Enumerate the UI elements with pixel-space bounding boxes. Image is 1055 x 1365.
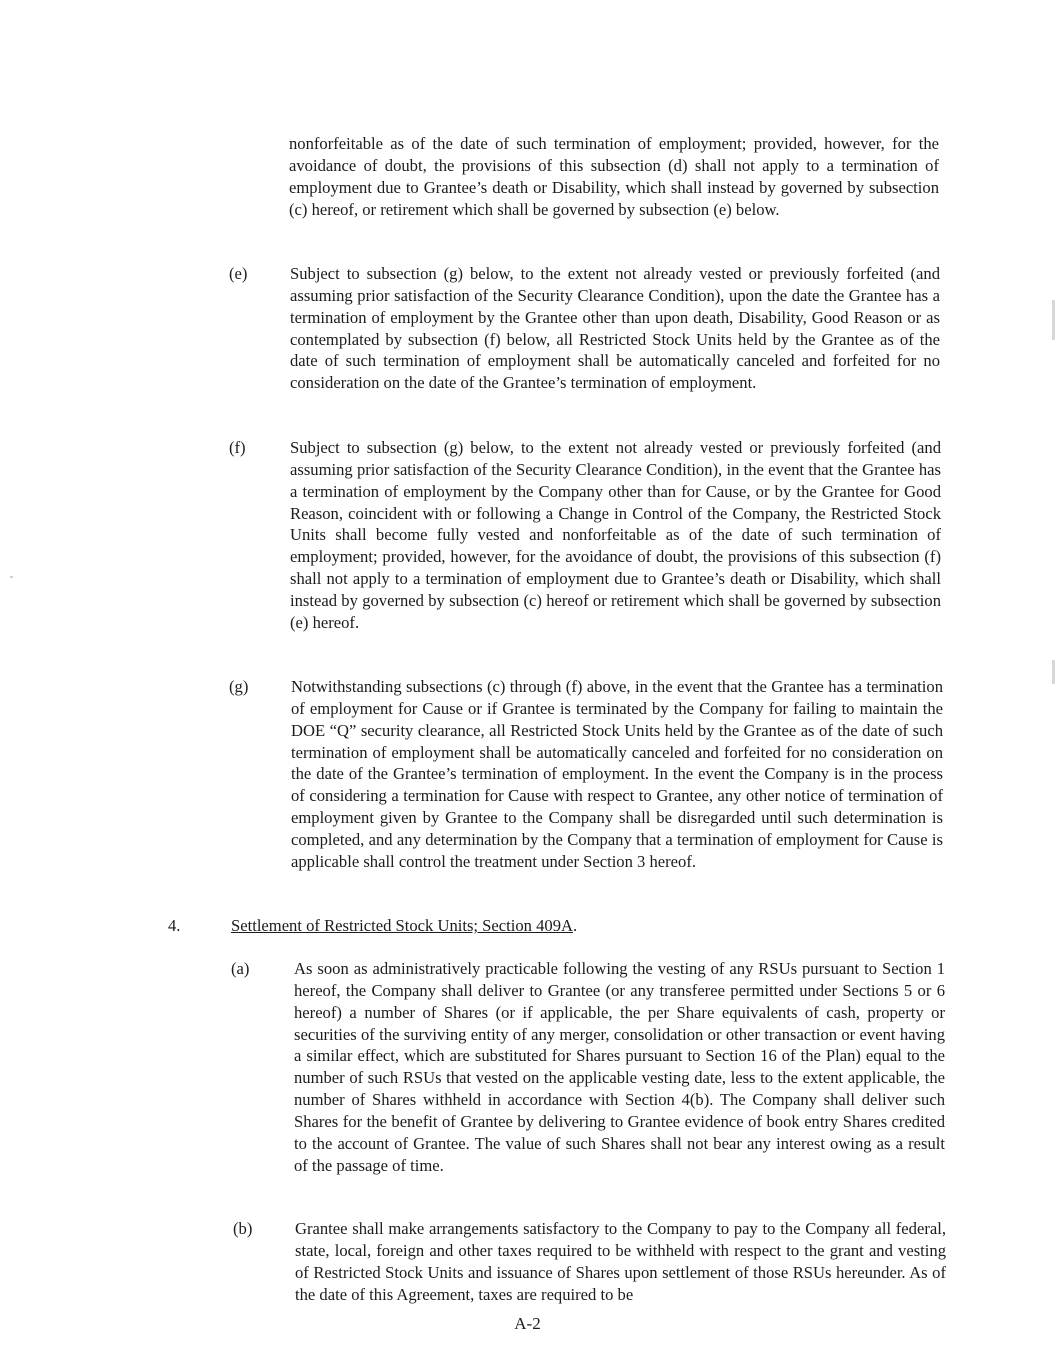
section-4-title-period: . <box>572 916 578 935</box>
subsection-a-text: As soon as administratively practicable following the vesting of any RSUs pursuant to Section 1 hereof, the Company shall deliver to Grantee (or any transferee permitted under Sections 5 or 6 hereof) a number of Shares (or if applicable, the per Share equivalents of cash, property or securities of the surviving entity of any merger, consolidation or other transaction or event having a similar effect, which are substituted for Shares pursuant to Section 16 of the Plan) equal to the number of such RSUs that vested on the applicable vesting date, less to the extent applicable, the number of Shares withheld in accordance with Section 4(b). The Company shall deliver such Shares for the benefit of Grantee by delivering to Grantee evidence of book entry Shares credited to the account of Grantee. The value of such Shares shall not bear any interest owing as a result of the passage of time. <box>294 959 945 1175</box>
subsection-f-text: Subject to subsection (g) below, to the extent not already vested or previously forfeited (and assuming prior satisfaction of the Security Clearance Condition), in the event that the Grantee has a termination of employment by the Company other than for Cause, or by the Grantee for Good Reason, coincident with or following a Change in Control of the Company, the Restricted Stock Units shall become fully vested and nonforfeitable as of the date of such termination of employment; provided, however, for the avoidance of doubt, the provisions of this subsection (f) shall not apply to a termination of employment due to Grantee’s death or Disability, which shall instead by governed by subsection (c) hereof or retirement which shall be governed by subsection (e) hereof. <box>290 438 941 632</box>
subsection-label-g: (g) <box>229 677 249 696</box>
section-4-heading <box>231 915 577 937</box>
subsection-label-e: (e) <box>229 264 248 283</box>
subsection-e-text: Subject to subsection (g) below, to the extent not already vested or previously forfeited (and assuming prior satisfaction of the Security Clearance Condition), upon the date the Grantee has a termination of employment by the Grantee other than upon death, Disability, Good Reason or as contemplated by subsection (f) below, all Restricted Stock Units held by the Grantee as of the date of such termination of employment shall be automatically canceled and forfeited for no consideration on the date of the Grantee’s termination of employment. <box>290 264 940 393</box>
subsection-label-f: (f) <box>229 438 246 457</box>
subsection-label-b: (b) <box>233 1219 253 1238</box>
subsection-b-text: Grantee shall make arrangements satisfactory to the Company to pay to the Company all federal, state, local, foreign and other taxes required to be withheld with respect to the grant and vesting of Restricted Stock Units and issuance of Shares upon settlement of those RSUs hereunder. As of the date of this Agreement, taxes are required to be <box>295 1219 946 1304</box>
subsection-g-text: Notwithstanding subsections (c) through (f) above, in the event that the Grantee has a termination of employment for Cause or if Grantee is terminated by the Company for failing to maintain the DOE “Q” security clearance, all Restricted Stock Units held by the Grantee as of the date of such termination of employment shall be automatically canceled and forfeited for no consideration on the date of the Grantee’s termination of employment. In the event the Company is in the process of considering a termination for Cause with respect to Grantee, any other notice of termination of employment given by Grantee to the Company shall be disregarded until such determination is completed, and any determination by the Company that a termination of employment for Cause is applicable shall control the treatment under Section 3 hereof. <box>291 677 943 871</box>
section-4-number: 4. <box>168 916 181 935</box>
page-number: A-2 <box>514 1314 541 1333</box>
subsection-label-a: (a) <box>231 959 250 978</box>
continuation-paragraph: nonforfeitable as of the date of such termination of employment; provided, however, for the avoidance of doubt, the provisions of this subsection (d) shall not apply to a termination of employment due to Grantee’s death or Disability, which shall instead by governed by subsection (c) hereof, or retirement which shall be governed by subsection (e) below. <box>289 134 939 219</box>
section-4-title: Settlement of Restricted Stock Units; Section 409A <box>231 916 573 935</box>
scan-speck <box>10 576 13 578</box>
